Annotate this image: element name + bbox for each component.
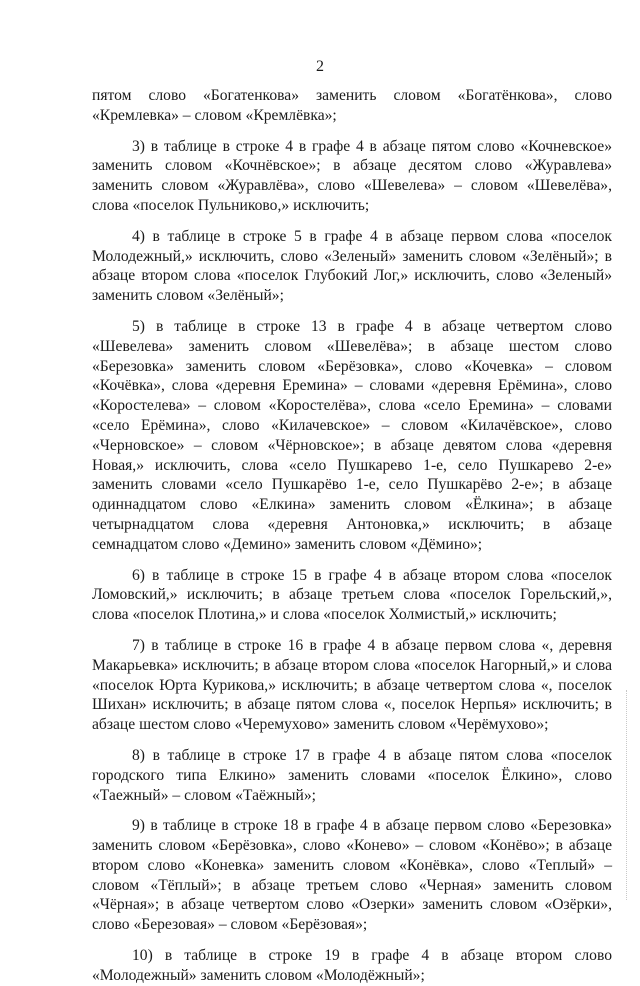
paragraph-item-5: 5) в таблице в строке 13 в графе 4 в абзаце четвертом слово «Шевелева» заменить словом «Шевелёва»; в абзаце шестом слово «Березовка» заменить словом «Берёзовка», слово «Кочевка» – словом «Кочёвка», слова «деревня Еремина» – словами «деревня Ерёмина», слово «Коростелева» – словом «Коростелёва», слова «село Еремина» – словами «село Ерёмина», слово «Килачевское» – словом «Килачёвское», слово «Черновское» – словом «Чёрновское»; в абзаце девятом слова «деревня Новая,» исключить, слова «село Пушкарево 1-е, село Пушкарево 2-е» заменить словами «село Пушкарёво 1-е, село Пушкарёво 2-е»; в абзаце одиннадцатом слово «Елкина» заменить словом «Ёлкина»; в абзаце четырнадцатом слова «деревня Антоновка,» исключить; в абзаце семнадцатом слово «Демино» заменить словом «Дёмино»; [92, 317, 612, 553]
paragraph-continuation: пятом слово «Богатенкова» заменить словом «Богатёнкова», слово «Кремлевка» – словом «Кремлёвка»; [92, 87, 612, 124]
scan-edge-mark [626, 690, 630, 900]
paragraph-item-3: 3) в таблице в строке 4 в графе 4 в абзаце пятом слово «Кочневское» заменить словом «Кочнёвское»; в абзаце десятом слово «Журавлева» заменить словом «Журавлёва», слово «Шевелева» – словом «Шевелёва», слова «поселок Пульниково,» исключить; [92, 137, 612, 214]
paragraph-item-10: 10) в таблице в строке 19 в графе 4 в абзаце втором слово «Молодежный» заменить словом «Молодёжный»; [92, 947, 612, 984]
document-body [92, 86, 612, 986]
paragraph-item-8: 8) в таблице в строке 17 в графе 4 в абзаце пятом слова «поселок городского типа Елкино» заменить словами «поселок Ёлкино», слово «Таежный» – словом «Таёжный»; [92, 746, 612, 804]
paragraph-item-7: 7) в таблице в строке 16 в графе 4 в абзаце первом слова «, деревня Макарьевка» исключить; в абзаце втором слова «поселок Нагорный,» и слова «поселок Юрта Курикова,» исключить; в абзаце четвертом слова «, поселок Шихан» исключить; в абзаце пятом слова «, поселок Нерпья» исключить; в абзаце шестом слово «Черемухово» заменить словом «Черёмухово»; [92, 636, 612, 734]
paragraph-item-4: 4) в таблице в строке 5 в графе 4 в абзаце первом слова «поселок Молодежный,» исключить, слово «Зеленый» заменить словом «Зелёный»; в абзаце втором слова «поселок Глубокий Лог,» исключить, слово «Зеленый» заменить словом «Зелёный»; [92, 227, 612, 305]
paragraph-item-6: 6) в таблице в строке 15 в графе 4 в абзаце втором слова «поселок Ломовский,» исключить; в абзаце третьем слова «поселок Горельский,», слова «поселок Плотина,» и слова «поселок Холмистый,» исключить; [92, 566, 612, 624]
page-number: 2 [316, 58, 324, 75]
paragraph-item-9: 9) в таблице в строке 18 в графе 4 в абзаце первом слово «Березовка» заменить словом «Берёзовка», слово «Конево» – словом «Конёво»; в абзаце втором слово «Коневка» заменить словом «Конёвка», слово «Теплый» – словом «Тёплый»; в абзаце третьем слово «Черная» заменить словом «Чёрная»; в абзаце четвертом слово «Озерки» заменить словом «Озёрки», слово «Березовая» – словом «Берёзовая»; [92, 817, 612, 934]
